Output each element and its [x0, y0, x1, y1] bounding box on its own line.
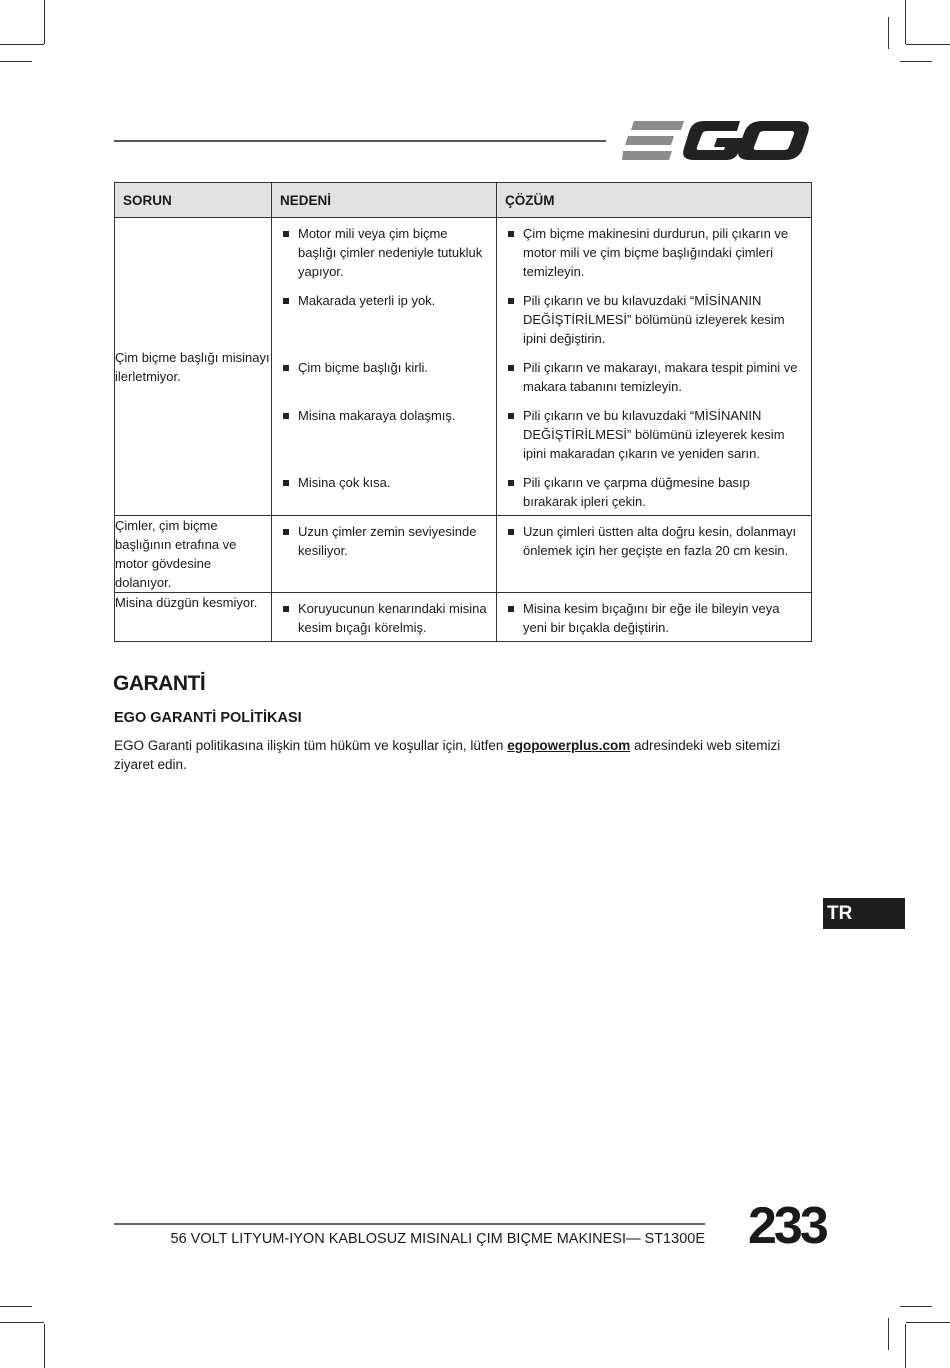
- page-number: 233: [748, 1197, 826, 1255]
- solution-item: Pili çıkarın ve makarayı, makara tespit pimini ve makara tabanını temizleyin.: [505, 358, 803, 396]
- crop-mark: [0, 1322, 44, 1323]
- crop-mark: [905, 1324, 906, 1368]
- crop-mark: [888, 1318, 889, 1350]
- cause-item: Motor mili veya çim biçme başlığı çimler nedeniyle tutukluk yapıyor.: [280, 224, 488, 281]
- header-cause: NEDENİ: [272, 183, 497, 218]
- crop-mark: [0, 1306, 32, 1307]
- table-row: [115, 593, 812, 642]
- table-header-row: [115, 183, 812, 218]
- cause-item: Misina çok kısa.: [280, 473, 488, 492]
- crop-mark: [900, 61, 932, 62]
- cause-item: Makarada yeterli ip yok.: [280, 291, 488, 310]
- solution-item: Pili çıkarın ve bu kılavuzdaki “MİSİNANIN DEĞİŞTİRİLMESİ” bölümünü izleyerek kesim ipini değiştirin.: [505, 291, 803, 348]
- cause-cell: [272, 593, 497, 642]
- problem-text: Çimler, çim biçme başlığının etrafına ve motor gövdesine dolanıyor.: [115, 518, 237, 590]
- cause-cell: [272, 516, 497, 593]
- crop-mark: [44, 1324, 45, 1368]
- solution-item: Çim biçme makinesini durdurun, pili çıkarın ve motor mili ve çim biçme başlığındaki çimleri temizleyin.: [505, 224, 803, 281]
- solution-cell: [497, 516, 812, 593]
- cause-item: Uzun çimler zemin seviyesinde kesiliyor.: [280, 522, 488, 560]
- crop-mark: [906, 1322, 950, 1323]
- header-solution: ÇÖZÜM: [497, 183, 812, 218]
- crop-mark: [44, 0, 45, 44]
- solution-item: Uzun çimleri üstten alta doğru kesin, dolanmayı önlemek için her geçişte en fazla 20 cm kesin.: [505, 522, 803, 560]
- problem-cell: [115, 593, 272, 642]
- crop-mark: [900, 1306, 932, 1307]
- solution-cell: [497, 593, 812, 642]
- table-row: [115, 218, 812, 516]
- problem-text: Çim biçme başlığı misinayı ilerletmiyor.: [115, 349, 270, 384]
- cause-item: Çim biçme başlığı kirli.: [280, 358, 488, 377]
- footer-product-title: 56 VOLT LITYUM-IYON KABLOSUZ MISINALI ÇIM BIÇME MAKINESI— ST1300E: [170, 1231, 705, 1247]
- crop-mark: [0, 61, 32, 62]
- ego-logo: [622, 118, 810, 162]
- problem-cell: [115, 516, 272, 593]
- cause-item: Koruyucunun kenarındaki misina kesim bıçağı körelmiş.: [280, 599, 488, 637]
- solution-cell: [497, 218, 812, 516]
- troubleshooting-table: [114, 182, 812, 642]
- table-row: [115, 516, 812, 593]
- footer-rule: [114, 1223, 705, 1225]
- header-problem: SORUN: [115, 183, 272, 218]
- cause-item: Misina makaraya dolaşmış.: [280, 406, 488, 425]
- warranty-paragraph: [114, 736, 804, 774]
- language-tab: TR: [823, 898, 905, 929]
- solution-item: Pili çıkarın ve bu kılavuzdaki “MİSİNANIN DEĞİŞTİRİLMESİ” bölümünü izleyerek kesim ipini makaradan çıkarın ve yeniden sarın.: [505, 406, 803, 463]
- section-title: GARANTİ: [113, 672, 206, 695]
- warranty-text-after: adresindeki web sitemizi ziyaret edin.: [114, 738, 781, 772]
- crop-mark: [0, 44, 44, 45]
- problem-cell: [115, 218, 272, 516]
- website-link[interactable]: egopowerplus.com: [507, 738, 631, 753]
- cause-cell: [272, 218, 497, 516]
- solution-item: Pili çıkarın ve çarpma düğmesine basıp bırakarak ipleri çekin.: [505, 473, 803, 511]
- crop-mark: [905, 0, 906, 44]
- solution-item: Misina kesim bıçağını bir eğe ile bileyin veya yeni bir bıçakla değiştirin.: [505, 599, 803, 637]
- crop-mark: [906, 44, 950, 45]
- crop-mark: [888, 17, 889, 49]
- section-subtitle: EGO GARANTİ POLİTİKASI: [114, 710, 302, 726]
- warranty-text-before: EGO Garanti politikasına ilişkin tüm hüküm ve koşullar için, lütfen: [114, 738, 504, 753]
- problem-text: Misina düzgün kesmiyor.: [115, 595, 258, 610]
- header-rule: [114, 140, 606, 142]
